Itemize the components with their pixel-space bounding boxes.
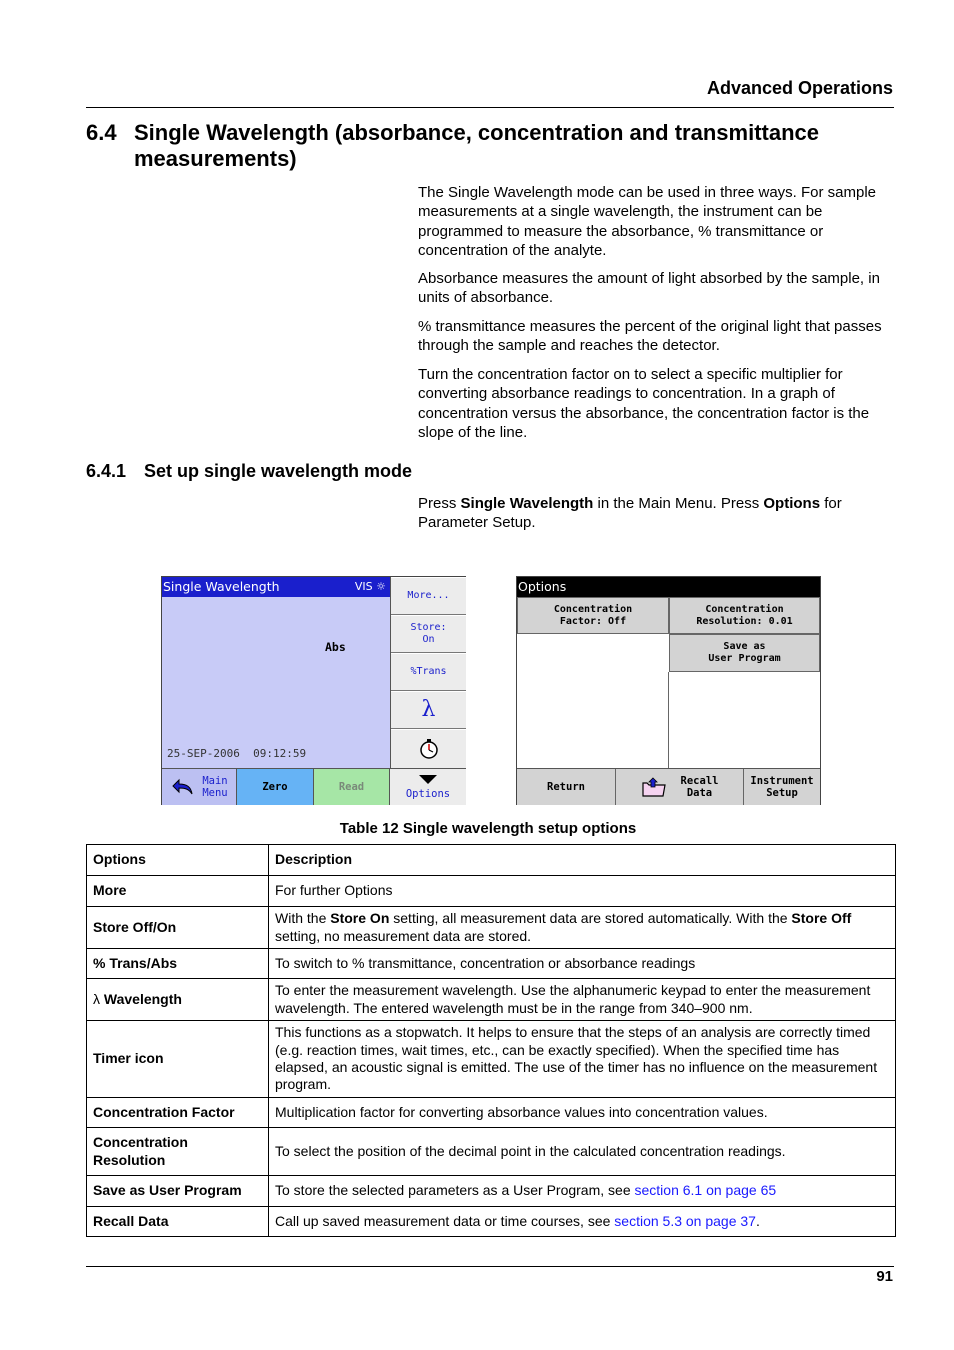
table-row: More For further Options — [87, 876, 896, 907]
options-divider — [668, 672, 669, 768]
screen-title-bar — [162, 577, 390, 597]
table-row: λ Wavelength To enter the measurement wavelength. Use the alphanumeric keypad to enter the measurement wavelength. The entered wavelength must be in the range from 340–900 nm. — [87, 979, 896, 1021]
store-button[interactable]: Store: On — [391, 615, 466, 653]
section-5-3-link[interactable]: section 5.3 on page 37 — [614, 1212, 756, 1229]
table-header-row — [87, 845, 896, 876]
table-caption: Table 12 Single wavelength setup options — [339, 820, 637, 837]
options-button[interactable]: Options — [390, 769, 466, 805]
section-number: 6.4 — [86, 120, 117, 145]
lambda-symbol: λ — [93, 990, 100, 1007]
table-row: Recall Data Call up saved measurement data or time courses, see section 5.3 on page 37. — [87, 1207, 896, 1237]
wavelength-button[interactable] — [391, 691, 466, 729]
lamp-status: VIS ☼ — [354, 580, 386, 593]
footer-rule — [86, 1266, 894, 1267]
subsection-number: 6.4.1 — [86, 461, 127, 481]
options-term: Options — [763, 495, 821, 512]
table-row: Save as User Program To store the selected parameters as a User Program, see section 6.1 on page 65 — [87, 1176, 896, 1207]
table-row: % Trans/Abs To switch to % transmittance, concentration or absorbance readings — [87, 949, 896, 979]
save-user-program-button[interactable]: Save as User Program — [669, 634, 820, 672]
subsection-title: Set up single wavelength mode — [144, 461, 413, 481]
options-bottom-bar — [517, 768, 820, 805]
read-button[interactable]: Read — [314, 769, 390, 805]
screen-title: Single Wavelength — [163, 579, 280, 594]
recall-data-button[interactable]: Recall Data — [616, 769, 744, 805]
trans-button[interactable]: %Trans — [391, 653, 466, 691]
intro-paragraph-2: Absorbance measures the amount of light absorbed by the sample, in units of absorbance. — [418, 270, 880, 307]
concentration-factor-button[interactable]: Concentration Factor: Off — [517, 597, 669, 634]
lamp-icon: ☼ — [376, 580, 386, 593]
timer-icon — [418, 738, 440, 760]
options-title: Options — [517, 577, 820, 597]
triangle-down-icon — [419, 775, 437, 785]
single-wavelength-screen — [161, 576, 466, 805]
table-row: Timer icon This functions as a stopwatch. It helps to ensure that the steps of an analysis are correctly timed (e.g. reaction times, wait times, etc., can be exactly specified). When the specified time has elapsed, an acoustic signal is emitted. The use of the timer has no influence on the measurement program. — [87, 1021, 896, 1098]
side-button-column — [390, 577, 466, 768]
single-wavelength-term: Single Wavelength — [460, 495, 594, 512]
intro-paragraph-1: The Single Wavelength mode can be used in three ways. For sample measurements at a single wavelength, the instrument can be programmed to measure the absorbance, % transmittance or concentration of the analyte. — [418, 184, 877, 259]
instrument-setup-button[interactable]: Instrument Setup — [750, 775, 814, 799]
lambda-icon: λ — [421, 697, 436, 722]
intro-paragraph-4: Turn the concentration factor on to select a specific multiplier for converting absorbance readings to concentration. In a graph of concentration versus the absorbance, the concentration factor is the slope of the line. — [418, 366, 870, 441]
subsection-heading — [86, 461, 412, 482]
section-title: Single Wavelength (absorbance, concentration and transmittance measurements) — [134, 120, 819, 171]
intro-paragraph-3: % transmittance measures the percent of the original light that passes through the sample and reaches the detector. — [418, 318, 882, 355]
bottom-button-bar — [162, 768, 466, 805]
concentration-resolution-button[interactable]: Concentration Resolution: 0.01 — [669, 597, 820, 634]
table-row: Concentration Factor Multiplication factor for converting absorbance values into concentration values. — [87, 1098, 896, 1128]
zero-button[interactable]: Zero — [237, 769, 314, 805]
column-header-description: Description — [269, 845, 896, 876]
reading-unit: Abs — [325, 640, 346, 654]
main-menu-button[interactable]: Main Menu — [162, 769, 237, 805]
setup-options-table — [86, 844, 896, 1237]
folder-icon — [641, 776, 667, 798]
timer-button[interactable] — [391, 729, 466, 767]
instruction-paragraph: Press Single Wavelength in the Main Menu. Press Options for Parameter Setup. — [418, 495, 842, 532]
more-button[interactable]: More... — [391, 577, 466, 615]
table-row: Store Off/On With the Store On setting, all measurement data are stored automatically. With the Store Off setting, no measurement data are stored. — [87, 907, 896, 949]
section-6-1-link[interactable]: section 6.1 on page 65 — [634, 1182, 777, 1199]
options-screen — [516, 576, 821, 805]
running-header: Advanced Operations — [706, 78, 893, 98]
header-rule — [86, 107, 894, 108]
page-number: 91 — [876, 1268, 893, 1285]
return-button[interactable]: Return — [517, 769, 616, 805]
table-row: Concentration Resolution To select the position of the decimal point in the calculated concentration readings. — [87, 1128, 896, 1176]
date-time: 25-SEP-2006 09:12:59 — [167, 747, 307, 760]
back-arrow-icon — [170, 776, 196, 798]
column-header-options: Options — [87, 845, 269, 876]
